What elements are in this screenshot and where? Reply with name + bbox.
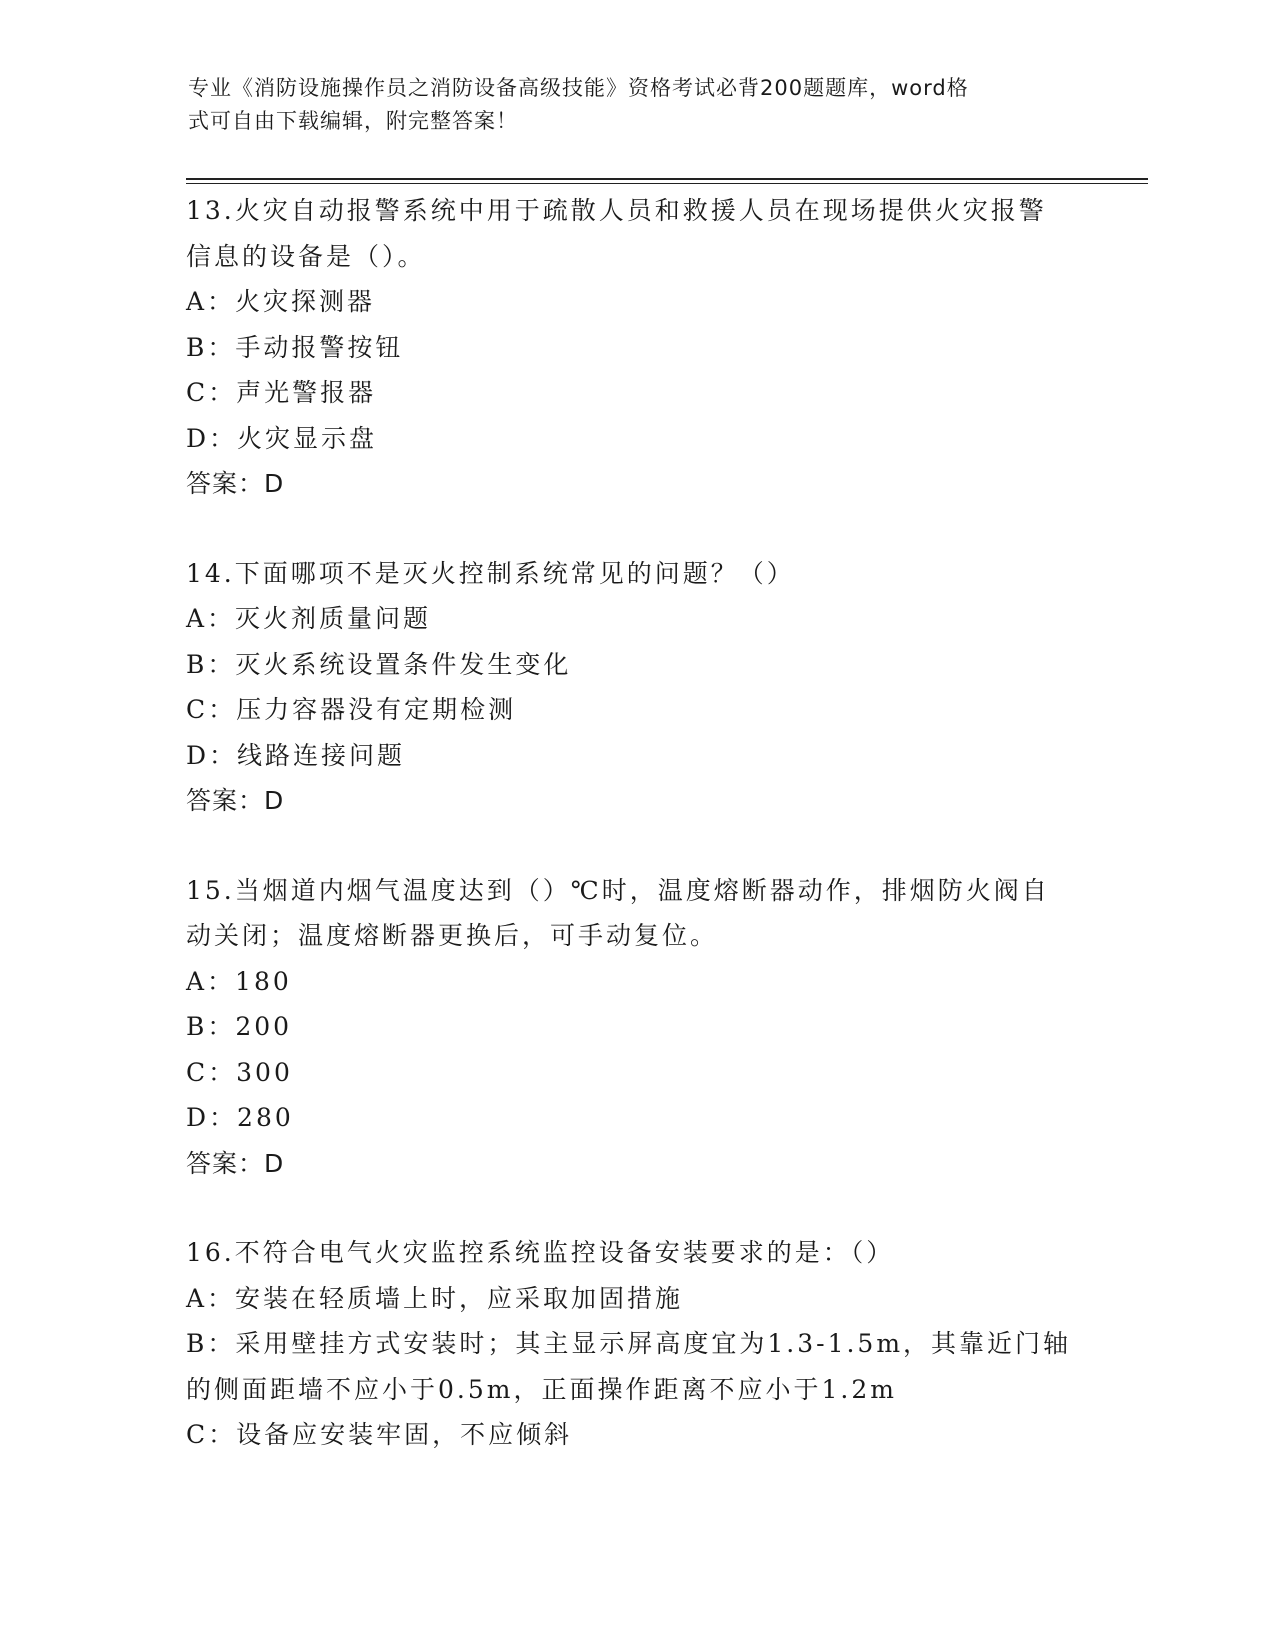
option-c: C：300 xyxy=(186,1057,293,1087)
document-header xyxy=(188,72,1068,138)
option-d: D：280 xyxy=(186,1103,294,1132)
question-text: 13.火灾自动报警系统中用于疏散人员和救援人员在现场提供火灾报警 xyxy=(186,196,1047,225)
question-list xyxy=(186,188,1086,1458)
answer: 答案：D xyxy=(186,786,285,815)
question-13 xyxy=(186,188,1086,507)
question-text: 15.当烟道内烟气温度达到（）℃时，温度熔断器动作，排烟防火阀自 xyxy=(186,875,1050,905)
option-b: B：手动报警按钮 xyxy=(186,332,404,362)
header-line-2: 式可自由下载编辑，附完整答案！ xyxy=(188,109,518,133)
answer: 答案：D xyxy=(186,1148,285,1178)
option-c: C：压力容器没有定期检测 xyxy=(186,695,517,724)
question-16 xyxy=(186,1230,1086,1458)
question-text: 14.下面哪项不是灭火控制系统常见的问题？（） xyxy=(186,558,795,588)
option-a: A：180 xyxy=(186,966,292,996)
question-text: 16.不符合电气火灾监控系统监控设备安装要求的是：（） xyxy=(186,1238,895,1267)
option-a: A：安装在轻质墙上时，应采取加固措施 xyxy=(186,1283,684,1313)
question-15 xyxy=(186,868,1086,1187)
option-b-continued: 的侧面距墙不应小于0.5m，正面操作距离不应小于1.2m xyxy=(186,1374,897,1404)
option-b: B：采用壁挂方式安装时；其主显示屏高度宜为1.3-1.5m，其靠近门轴 xyxy=(186,1329,1072,1358)
option-c: C：声光警报器 xyxy=(186,378,377,407)
option-d: D：火灾显示盘 xyxy=(186,423,378,453)
answer: 答案：D xyxy=(186,469,285,498)
option-c: C：设备应安装牢固，不应倾斜 xyxy=(186,1420,573,1449)
option-a: A：火灾探测器 xyxy=(186,287,376,316)
header-divider-thick xyxy=(186,178,1148,180)
question-text: 动关闭；温度熔断器更换后，可手动复位。 xyxy=(186,921,719,950)
option-d: D：线路连接问题 xyxy=(186,740,406,770)
option-a: A：灭火剂质量问题 xyxy=(186,604,432,633)
header-divider-thin xyxy=(186,183,1148,184)
option-b: B：200 xyxy=(186,1012,293,1041)
question-text: 信息的设备是（）。 xyxy=(186,241,426,271)
question-14 xyxy=(186,551,1086,824)
option-b: B：灭火系统设置条件发生变化 xyxy=(186,649,572,679)
header-line-1: 专业《消防设施操作员之消防设备高级技能》资格考试必背200题题库，word格 xyxy=(188,76,969,100)
